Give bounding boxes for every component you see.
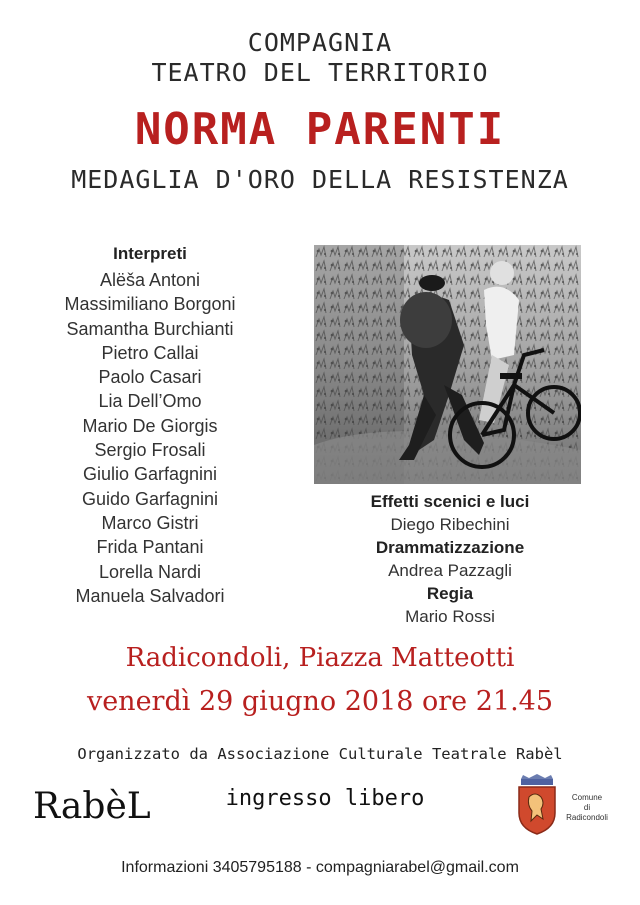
company-line-1: COMPAGNIA xyxy=(247,28,393,57)
effects-person: Diego Ribechini xyxy=(390,515,510,534)
cast-member: Marco Gistri xyxy=(101,512,199,533)
cast-member: Guido Garfagnini xyxy=(81,488,219,509)
cast-member: Alëša Antoni xyxy=(99,270,201,290)
cast-member: Giulio Garfagnini xyxy=(82,464,218,485)
municipality-line-1: Comune xyxy=(571,793,603,802)
show-subtitle: MEDAGLIA D'ORO DELLA RESISTENZA xyxy=(71,165,569,194)
cast-member: Lia Dell’Omo xyxy=(98,391,202,412)
cast-member: Samantha Burchianti xyxy=(66,318,234,339)
organizer-line: Organizzato da Associazione Culturale Teatrale Rabèl xyxy=(77,745,563,763)
rabel-logo: RabèL xyxy=(33,786,151,827)
municipality-line-3: Radicondoli xyxy=(566,813,608,822)
credits-section xyxy=(300,490,600,628)
municipality-crest-icon xyxy=(515,773,559,835)
direction-role: Regia xyxy=(426,584,474,603)
entry-free: ingresso libero xyxy=(225,786,425,811)
event-place: Radicondoli, Piazza Matteotti xyxy=(125,643,515,673)
event-date: venerdì 29 giugno 2018 ore 21.45 xyxy=(86,686,554,717)
cast-list xyxy=(30,268,270,608)
company-line-2: TEATRO DEL TERRITORIO xyxy=(151,58,489,87)
cast-member: Paolo Casari xyxy=(98,367,202,388)
drama-person: Andrea Pazzagli xyxy=(388,561,512,580)
municipality-label xyxy=(562,793,612,823)
contact-info: Informazioni 3405795188 - compagniarabel@gmail.com xyxy=(121,859,519,876)
cast-section xyxy=(30,244,270,608)
municipality-line-2: di xyxy=(583,803,591,812)
cast-member: Massimiliano Borgoni xyxy=(64,294,236,315)
cast-member: Frida Pantani xyxy=(96,537,204,558)
drama-role: Drammatizzazione xyxy=(375,538,525,557)
cast-member: Lorella Nardi xyxy=(98,561,202,582)
effects-role: Effetti scenici e luci xyxy=(370,492,530,511)
direction-person: Mario Rossi xyxy=(405,607,495,626)
cast-member: Manuela Salvadori xyxy=(75,585,225,606)
cast-member: Pietro Callai xyxy=(101,342,199,363)
historical-photo xyxy=(314,245,581,484)
cast-member: Sergio Frosali xyxy=(94,440,206,461)
show-title: NORMA PARENTI xyxy=(134,104,506,155)
cast-member: Mario De Giorgis xyxy=(82,415,218,436)
cast-heading: Interpreti xyxy=(113,244,187,263)
